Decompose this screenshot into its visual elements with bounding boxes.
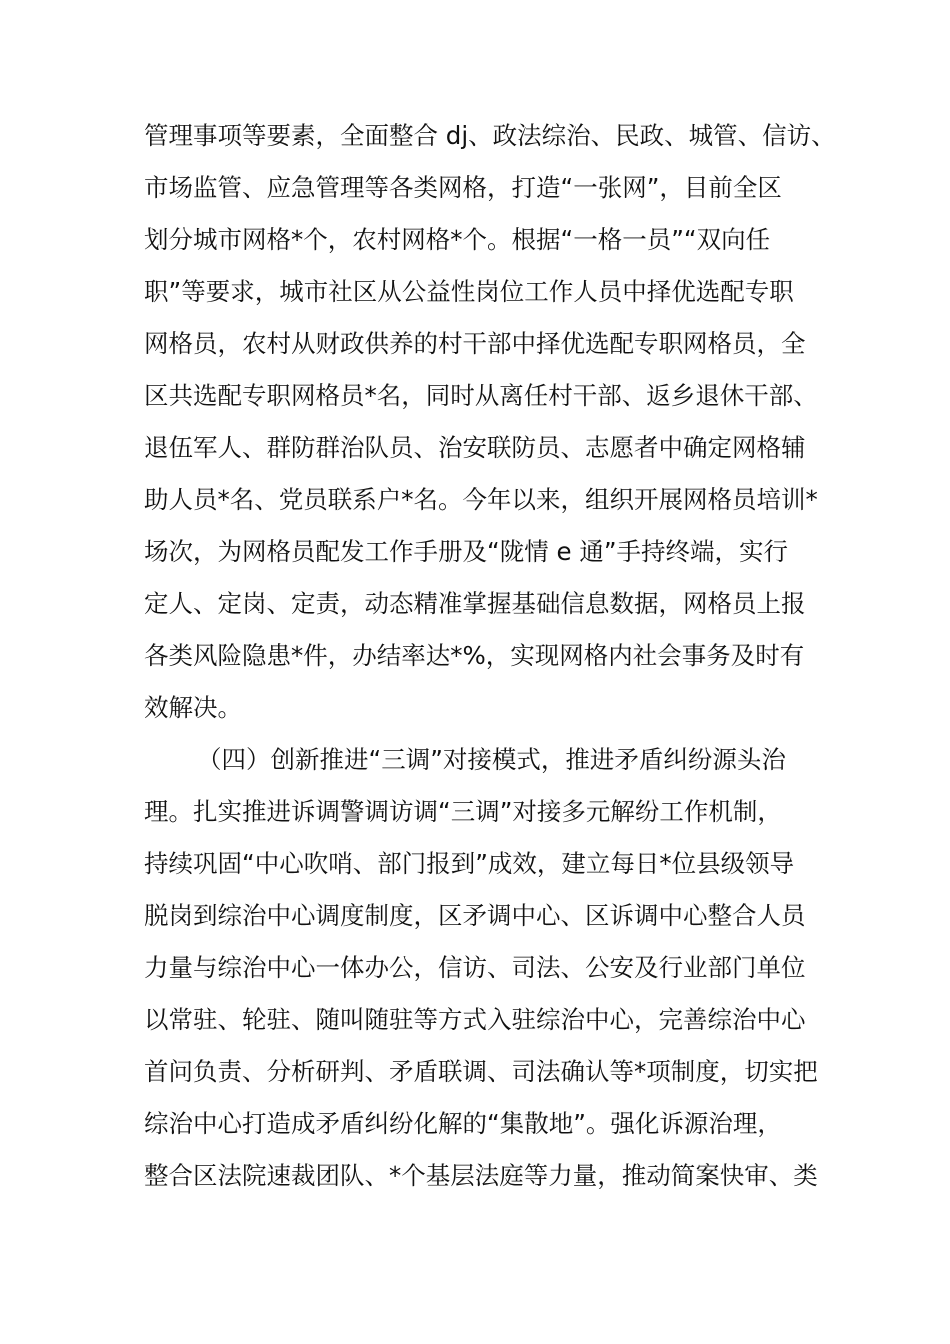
text-line: 理。扎实推进诉调警调访调“三调”对接多元解纷工作机制， bbox=[144, 797, 782, 826]
section-heading-line: （四）创新推进“三调”对接模式，推进矛盾纠纷源头治 bbox=[197, 745, 786, 774]
text-line: 效解决。 bbox=[144, 693, 242, 722]
text-line: 助人员*名、党员联系户*名。今年以来，组织开展网格员培训* bbox=[144, 485, 818, 514]
body-text bbox=[144, 114, 844, 1206]
text-line: 定人、定岗、定责，动态精准掌握基础信息数据，网格员上报 bbox=[144, 589, 806, 618]
text-line: 网格员，农村从财政供养的村干部中择优选配专职网格员，全 bbox=[144, 329, 806, 358]
text-line: 管理事项等要素，全面整合 dj、政法综治、民政、城管、信访、 bbox=[144, 121, 836, 150]
text-line: 划分城市网格*个，农村网格*个。根据“一格一员”“双向任 bbox=[144, 225, 771, 254]
text-line: 市场监管、应急管理等各类网格，打造“一张网”，目前全区 bbox=[144, 173, 782, 202]
text-line: 力量与综治中心一体办公，信访、司法、公安及行业部门单位 bbox=[144, 953, 806, 982]
text-line: 综治中心打造成矛盾纠纷化解的“集散地”。强化诉源治理， bbox=[144, 1109, 782, 1138]
text-line: 退伍军人、群防群治队员、治安联防员、志愿者中确定网格辅 bbox=[144, 433, 806, 462]
text-line: 持续巩固“中心吹哨、部门报到”成效，建立每日*位县级领导 bbox=[144, 849, 795, 878]
text-line: 整合区法院速裁团队、*个基层法庭等力量，推动简案快审、类 bbox=[144, 1161, 818, 1190]
text-line: 职”等要求，城市社区从公益性岗位工作人员中择优选配专职 bbox=[144, 277, 794, 306]
text-line: 首问负责、分析研判、矛盾联调、司法确认等*项制度，切实把 bbox=[144, 1057, 818, 1086]
text-line: 区共选配专职网格员*名，同时从离任村干部、返乡退休干部、 bbox=[144, 381, 818, 410]
text-line: 脱岗到综治中心调度制度，区矛调中心、区诉调中心整合人员 bbox=[144, 901, 806, 930]
text-line: 各类风险隐患*件，办结率达*%，实现网格内社会事务及时有 bbox=[144, 641, 805, 670]
text-line: 场次，为网格员配发工作手册及“陇情 e 通”手持终端，实行 bbox=[144, 537, 789, 566]
text-line: 以常驻、轮驻、随叫随驻等方式入驻综治中心，完善综治中心 bbox=[144, 1005, 806, 1034]
